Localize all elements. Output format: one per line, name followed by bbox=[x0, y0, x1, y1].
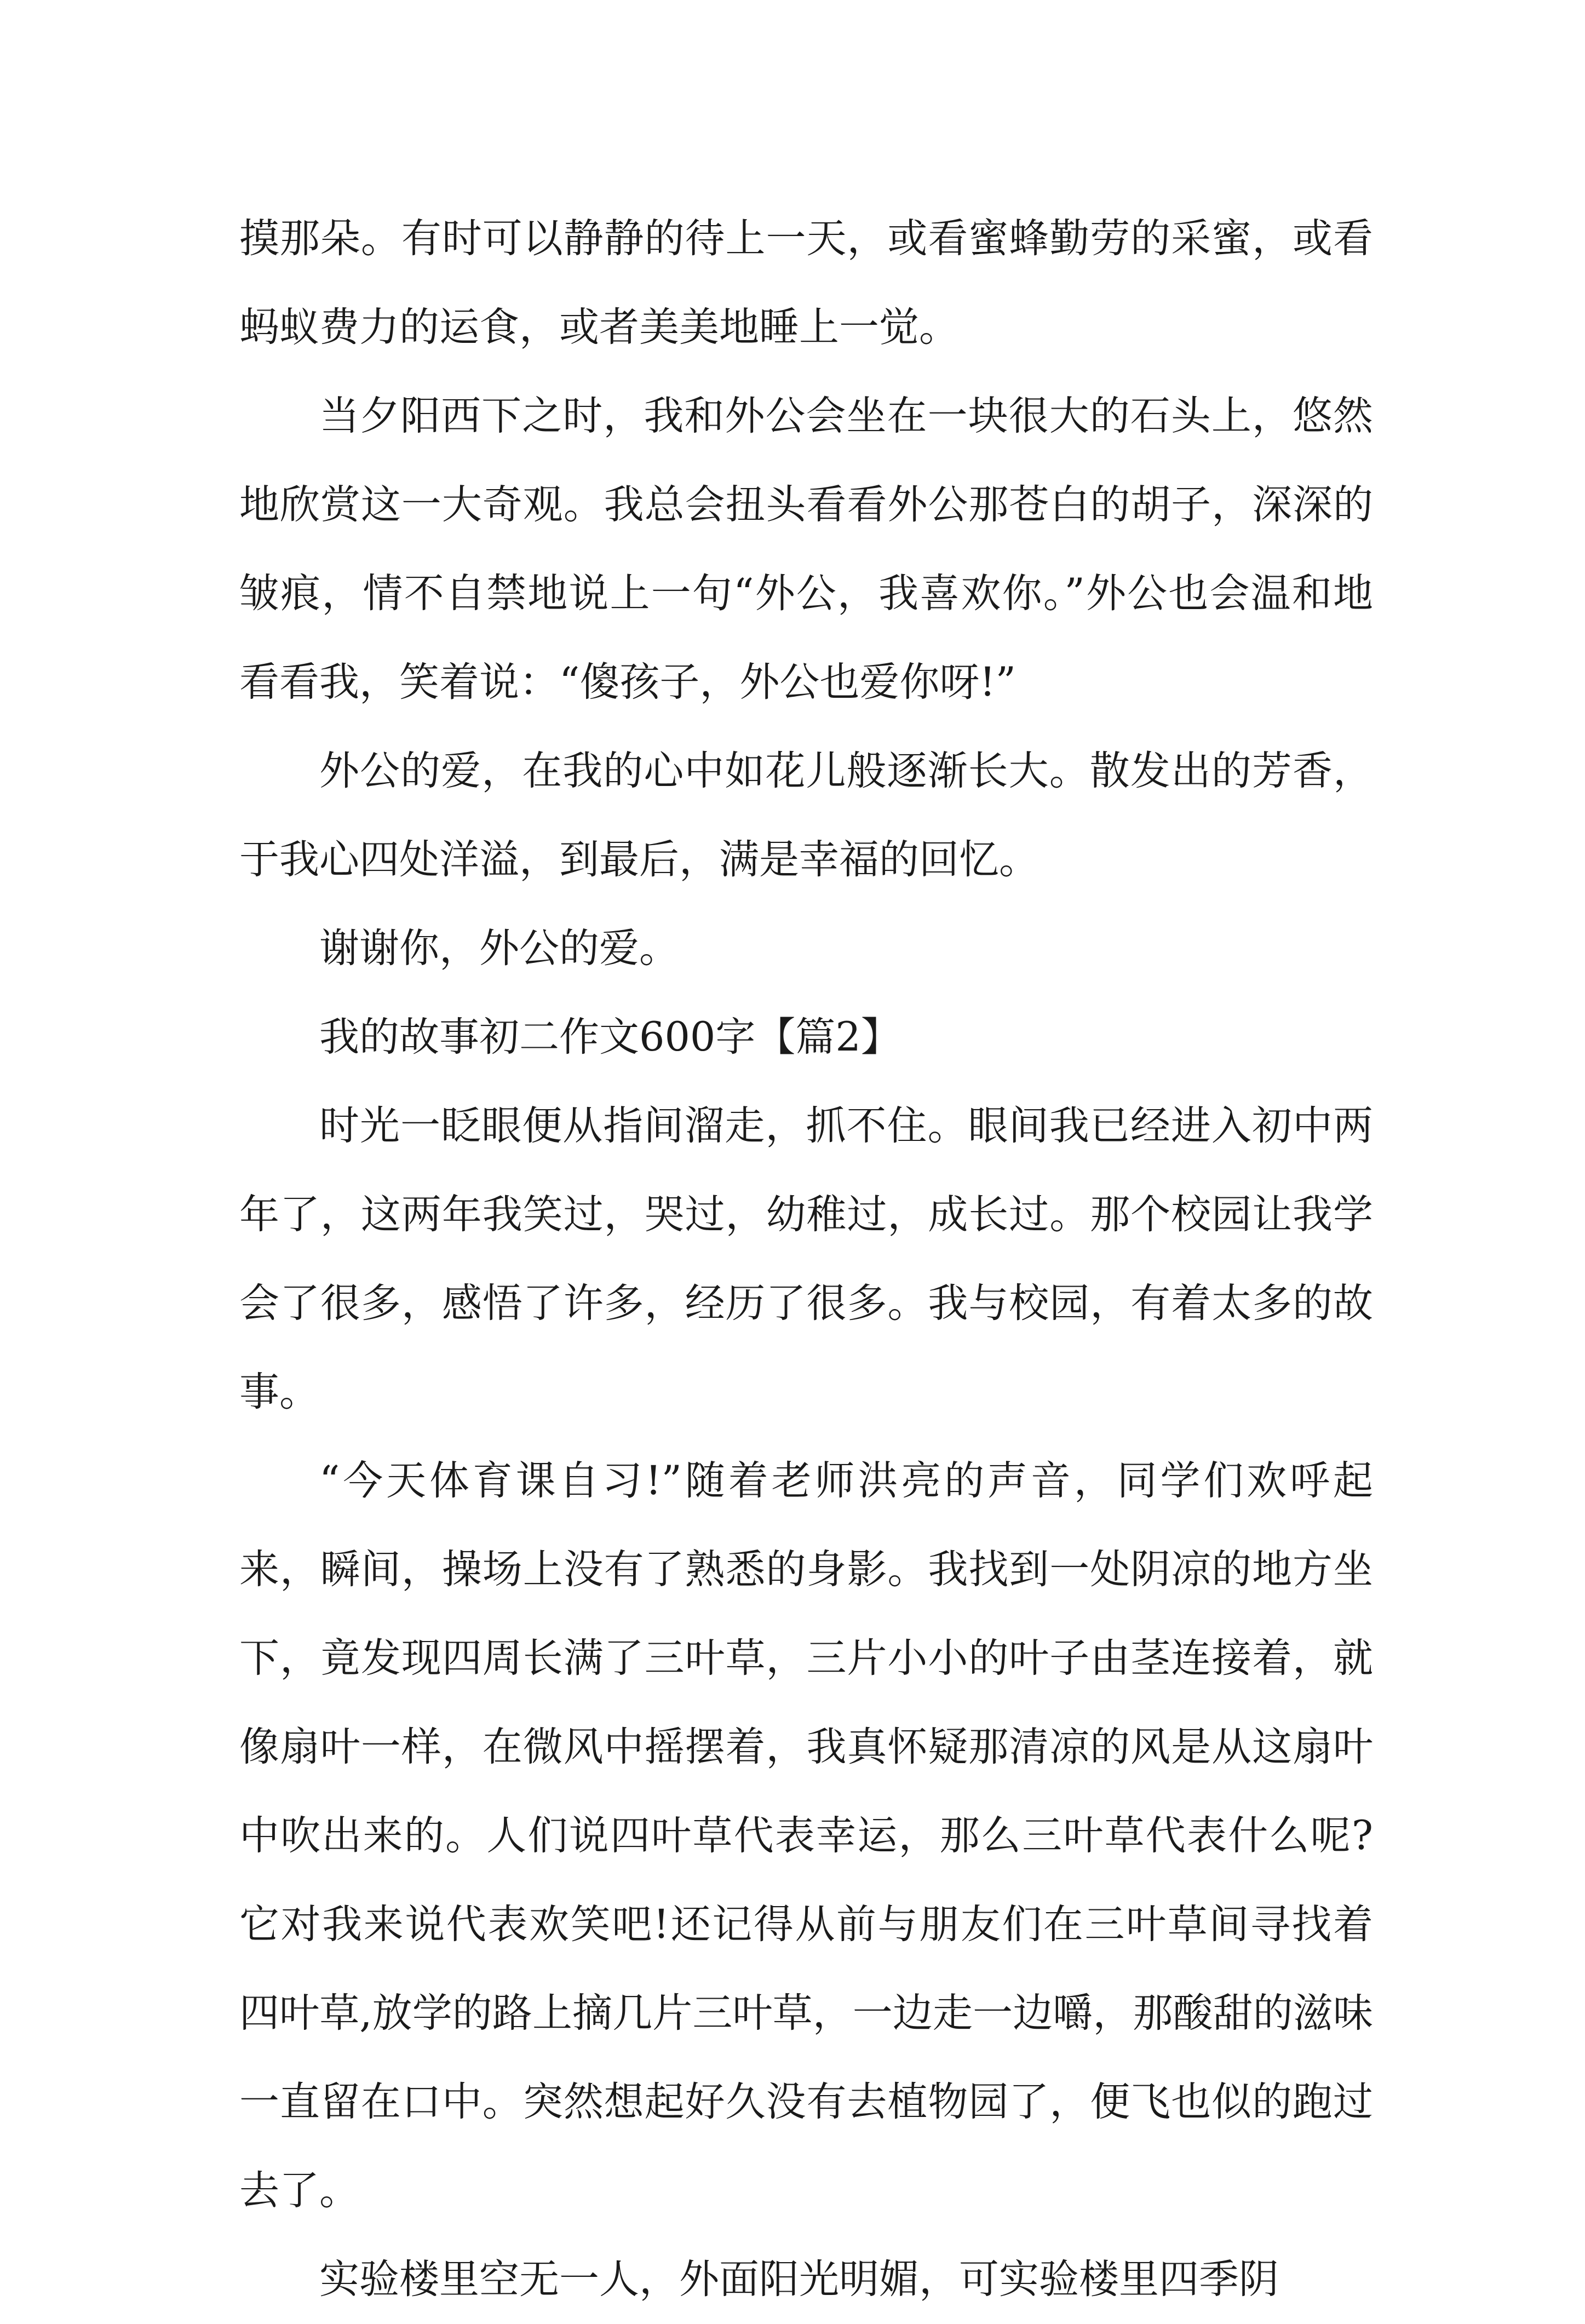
document-body bbox=[239, 194, 1373, 2324]
paragraph-3: 外公的爱，在我的心中如花儿般逐渐长大。散发出的芳香，于我心四处洋溢，到最后，满是幸福的回忆。 bbox=[239, 748, 1373, 883]
paragraph-5: 时光一眨眼便从指间溜走，抓不住。眼间我已经进入初中两年了，这两年我笑过，哭过，幼稚过，成长过。那个校园让我学会了很多，感悟了许多，经历了很多。我与校园，有着太多的故事。 bbox=[239, 1103, 1373, 1415]
paragraph-6: “今天体育课自习!”随着老师洪亮的声音，同学们欢呼起来，瞬间，操场上没有了熟悉的身影。我找到一处阴凉的地方坐下，竟发现四周长满了三叶草，三片小小的叶子由茎连接着，就像扇叶一样，在微风中摇摆着，我真怀疑那清凉的风是从这扇叶中吹出来的。人们说四叶草代表幸运，那么三叶草代表什么呢?它对我来说代表欢笑吧!还记得从前与朋友们在三叶草间寻找着四叶草,放学的路上摘几片三叶草，一边走一边嚼，那酸甜的滋味一直留在口中。突然想起好久没有去植物园了，便飞也似的跑过去了。 bbox=[239, 1457, 1373, 2214]
paragraph-7: 实验楼里空无一人，外面阳光明媚，可实验楼里四季阴 bbox=[319, 2256, 1279, 2303]
paragraph-2: 当夕阳西下之时，我和外公会坐在一块很大的石头上，悠然地欣赏这一大奇观。我总会扭头看看外公那苍白的胡子，深深的皱痕，情不自禁地说上一句“外公，我喜欢你。”外公也会温和地看看我，笑着说：“傻孩子，外公也爱你呀!” bbox=[239, 393, 1373, 705]
section-heading: 我的故事初二作文600字【篇2】 bbox=[319, 1014, 901, 1060]
paragraph-1: 摸那朵。有时可以静静的待上一天，或看蜜蜂勤劳的采蜜，或看蚂蚁费力的运食，或者美美地睡上一觉。 bbox=[239, 215, 1373, 351]
paragraph-4: 谢谢你，外公的爱。 bbox=[319, 925, 679, 972]
